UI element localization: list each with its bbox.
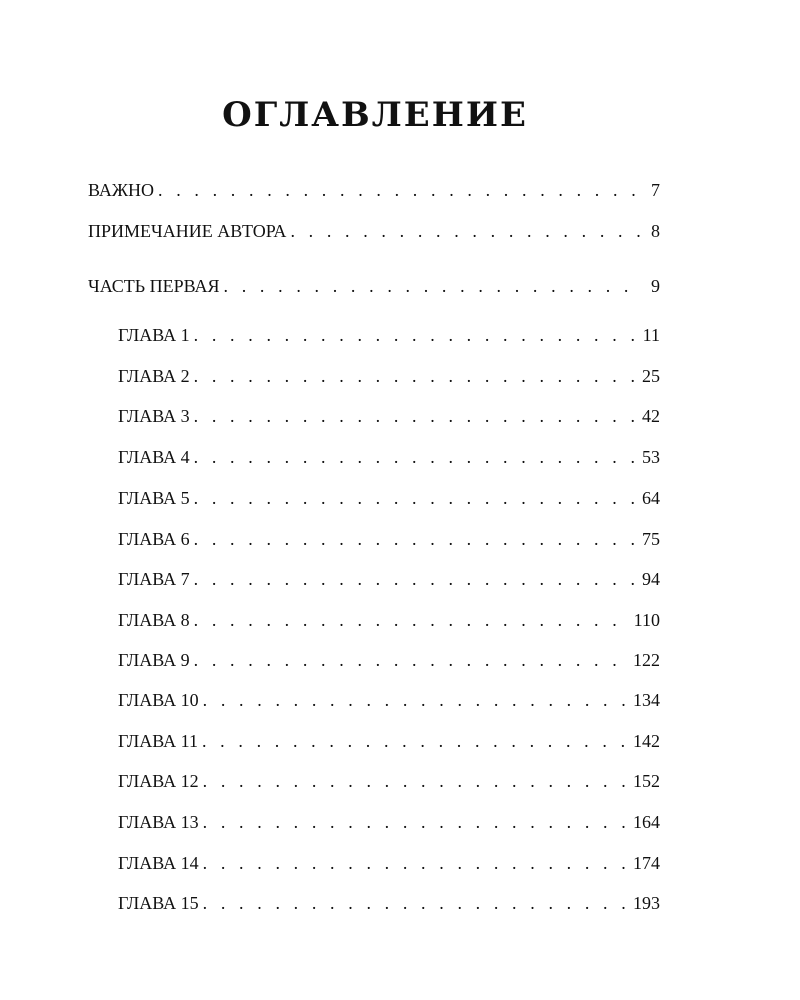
toc-entry-label: ГЛАВА 7: [118, 569, 190, 589]
toc-entry-chapter-8[interactable]: [118, 608, 660, 632]
toc-entry-label: ГЛАВА 5: [118, 488, 190, 508]
dot-leader: [194, 648, 629, 672]
toc-entry-chapter-7[interactable]: [118, 567, 660, 591]
dot-leader: [194, 445, 638, 469]
toc-page-number: 174: [633, 853, 660, 873]
toc-page-number: 94: [642, 569, 660, 589]
dot-leader: [158, 178, 642, 202]
toc-page-number: 134: [633, 690, 660, 710]
toc-page-number: 164: [633, 812, 660, 832]
toc-entry-chapter-14[interactable]: [118, 851, 660, 875]
toc-entry-label: ГЛАВА 15: [118, 893, 199, 913]
toc-entry-chapter-9[interactable]: [118, 648, 660, 672]
toc-entry-label: ГЛАВА 2: [118, 366, 190, 386]
toc-page-number: 25: [642, 366, 660, 386]
toc-entry-chapter-4[interactable]: [118, 445, 660, 469]
dot-leader: [203, 769, 629, 793]
toc-entry-label: ГЛАВА 10: [118, 690, 199, 710]
toc-entry-chapter-13[interactable]: [118, 810, 660, 834]
toc-page-number: 64: [642, 488, 660, 508]
dot-leader: [194, 527, 638, 551]
dot-leader: [203, 688, 629, 712]
toc-entry-chapter-12[interactable]: [118, 769, 660, 793]
toc-entry-chapter-10[interactable]: [118, 688, 660, 712]
dot-leader: [224, 274, 642, 298]
toc-page-number: 7: [651, 180, 660, 200]
toc-entry-chapter-11[interactable]: [118, 729, 660, 753]
toc-entry-label: ЧАСТЬ ПЕРВАЯ: [88, 276, 220, 296]
toc-page-number: 193: [633, 893, 660, 913]
toc-entry-label: ГЛАВА 14: [118, 853, 199, 873]
toc-entry-important[interactable]: [88, 178, 660, 202]
dot-leader: [194, 486, 638, 510]
dot-leader: [203, 851, 629, 875]
dot-leader: [194, 608, 630, 632]
toc-page-number: 42: [642, 406, 660, 426]
dot-leader: [194, 404, 638, 428]
dot-leader: [194, 323, 639, 347]
dot-leader: [203, 891, 629, 915]
dot-leader: [194, 567, 638, 591]
toc-entry-chapter-6[interactable]: [118, 527, 660, 551]
toc-page-number: 122: [633, 650, 660, 670]
toc-entry-label: ГЛАВА 1: [118, 325, 190, 345]
toc-entry-label: ГЛАВА 8: [118, 610, 190, 630]
toc-entry-author-note[interactable]: [88, 219, 660, 243]
toc-entry-part-one[interactable]: [88, 274, 660, 298]
toc-entry-chapter-3[interactable]: [118, 404, 660, 428]
page-title: ОГЛАВЛЕНИЕ: [222, 95, 528, 135]
toc-page-number: 75: [642, 529, 660, 549]
toc-entry-label: ГЛАВА 12: [118, 771, 199, 791]
toc-page-number: 152: [633, 771, 660, 791]
toc-entry-label: ГЛАВА 3: [118, 406, 190, 426]
toc-page-number: 53: [642, 447, 660, 467]
toc-entry-label: ВАЖНО: [88, 180, 154, 200]
dot-leader: [290, 219, 642, 243]
toc-entry-chapter-5[interactable]: [118, 486, 660, 510]
toc-entry-chapter-15[interactable]: [118, 891, 660, 915]
toc-entry-label: ПРИМЕЧАНИЕ АВТОРА: [88, 221, 287, 241]
toc-page-number: 11: [642, 325, 660, 345]
dot-leader: [194, 364, 638, 388]
toc-entry-chapter-1[interactable]: [118, 323, 660, 347]
toc-entry-chapter-2[interactable]: [118, 364, 660, 388]
dot-leader: [203, 810, 629, 834]
toc-entry-label: ГЛАВА 4: [118, 447, 190, 467]
toc-page-number: 142: [633, 731, 660, 751]
toc-page-number: 110: [633, 610, 660, 630]
toc-entry-label: ГЛАВА 11: [118, 731, 198, 751]
toc-entry-label: ГЛАВА 9: [118, 650, 190, 670]
toc-page-number: 9: [651, 276, 660, 296]
toc-entry-label: ГЛАВА 13: [118, 812, 199, 832]
toc-page-number: 8: [651, 221, 660, 241]
dot-leader: [202, 729, 629, 753]
toc-entry-label: ГЛАВА 6: [118, 529, 190, 549]
